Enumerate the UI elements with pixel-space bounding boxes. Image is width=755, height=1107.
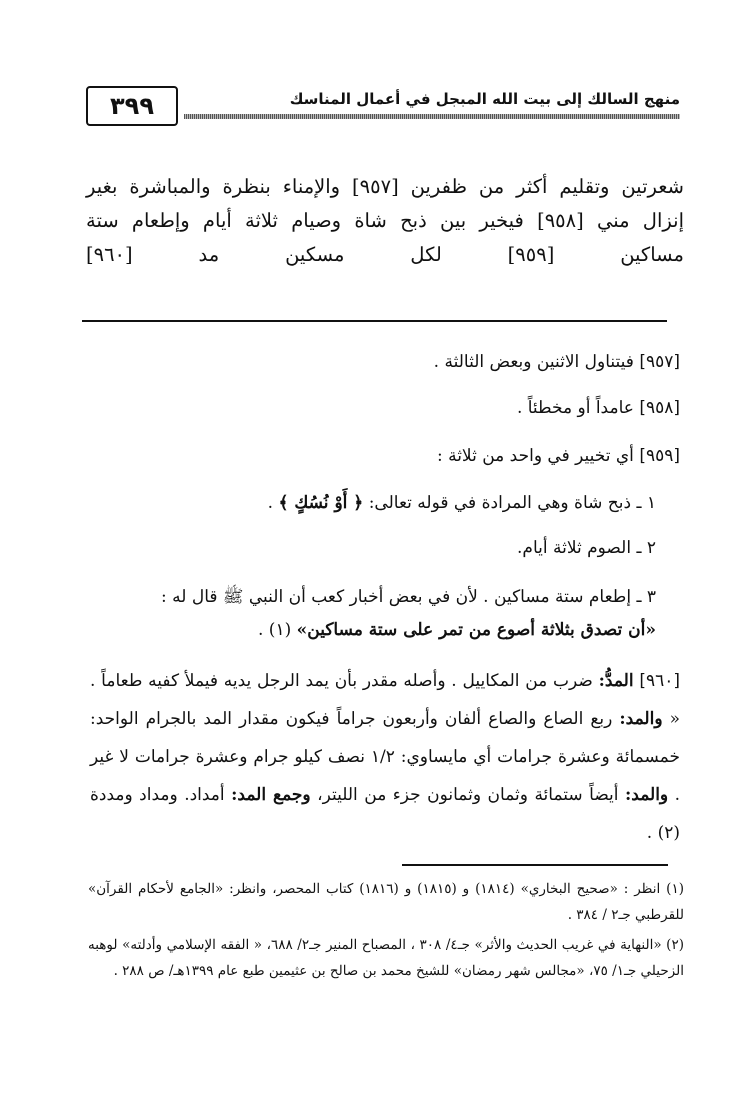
quran-quote: ﴿ أَوْ نُسُكٍ ﴾ <box>278 493 364 513</box>
term-mudd-3: والمد: <box>625 785 669 805</box>
note-958 <box>517 398 680 418</box>
item-text: ٢ ـ الصوم ثلاثة أيام. <box>517 538 656 558</box>
main-divider <box>82 320 667 322</box>
hadith-quote: «أن تصدق بثلاثة أصوع من تمر على ستة مساكين» <box>296 620 656 640</box>
term-plural: وجمع المد: <box>231 785 311 805</box>
main-text <box>86 170 684 272</box>
note-text: أي تخيير في واحد من ثلاثة : <box>436 446 634 466</box>
page-header <box>86 86 680 132</box>
note-959-item-3 <box>161 586 656 611</box>
main-line-2: إنزال مني [٩٥٨] فيخير بين ذبح شاة وصيام ثلاثة أيام وإطعام ستة <box>86 209 684 232</box>
header-rule <box>184 114 680 119</box>
note-959 <box>437 446 680 466</box>
note-text: ربع الصاع والصاع ألفان وأربعون جراماً فيكون مقدار المد بالجرام الواحد: خمسمائة وعشرة جرامات أي مايساوي: ١/٢ نصف كيلو جرام وعشرة جرامات لا غير . <box>90 709 681 805</box>
note-ref: [٩٥٧] <box>639 352 680 372</box>
note-959-item-3-quote <box>258 620 656 640</box>
note-text: فيتناول الاثنين وبعض الثالثة . <box>433 352 634 372</box>
note-ref: [٩٦٠] <box>639 671 681 691</box>
item-text: ٣ ـ إطعام ستة مساكين . لأن في بعض أخبار كعب أن النبي ﷺ قال له : <box>161 587 656 607</box>
note-959-item-1 <box>268 492 656 513</box>
main-line-1: شعرتين وتقليم أكثر من ظفرين [٩٥٧] والإمناء بنظرة والمباشرة بغير <box>86 175 685 198</box>
note-text: أيضاً ستمائة وثمان وثمانون جزء من الليتر، <box>317 785 619 805</box>
note-959-item-2 <box>517 538 656 558</box>
note-ref: [٩٥٩] <box>639 446 680 466</box>
page-number: ٣٩٩ <box>86 86 178 126</box>
term-mudd: المدُّ: <box>598 671 634 691</box>
running-title: منهج السالك إلى بيت الله المبجل في أعمال المناسك <box>289 90 680 108</box>
item-suffix: (١) . <box>258 620 292 640</box>
item-suffix: . <box>267 493 274 513</box>
footnote-divider <box>402 864 668 866</box>
footnote-2: (٢) «النهاية في غريب الحديث والأثر» جـ٤/ ٣٠٨ ، المصباح المنير جـ٢/ ٦٨٨، « الفقه الإسلامي وأدلته» لوهبه الزحيلي جـ١/ ٧٥، «مجالس شهر رمضان» للشيخ محمد بن صالح بن عثيمين طبع عام ١٣٩٩هـ/ ص ٢٨٨ . <box>88 937 684 979</box>
note-957 <box>434 352 680 372</box>
term-mudd-2: والمد: <box>619 709 663 729</box>
item-text: ١ ـ ذبح شاة وهي المرادة في قوله تعالى: <box>368 493 656 513</box>
note-ref: [٩٥٨] <box>639 398 680 418</box>
main-line-3: مساكين [٩٥٩] لكل مسكين مد [٩٦٠] <box>86 243 684 266</box>
note-text: عامداً أو مخطئاً . <box>516 398 634 418</box>
note-text: أمداد. ومداد ومددة (٢) . <box>90 785 680 843</box>
note-text: ضرب من المكاييل . وأصله مقدر بأن يمد الرجل يديه فيملأ كفيه طعاماً . « <box>90 671 680 729</box>
note-960 <box>90 662 680 852</box>
footnote-1: (١) انظر : «صحيح البخاري» (١٨١٤) و (١٨١٥) و (١٨١٦) كتاب المحصر، وانظر: «الجامع لأحكام القرآن» للقرطبي جـ٢ / ٣٨٤ . <box>88 881 684 923</box>
